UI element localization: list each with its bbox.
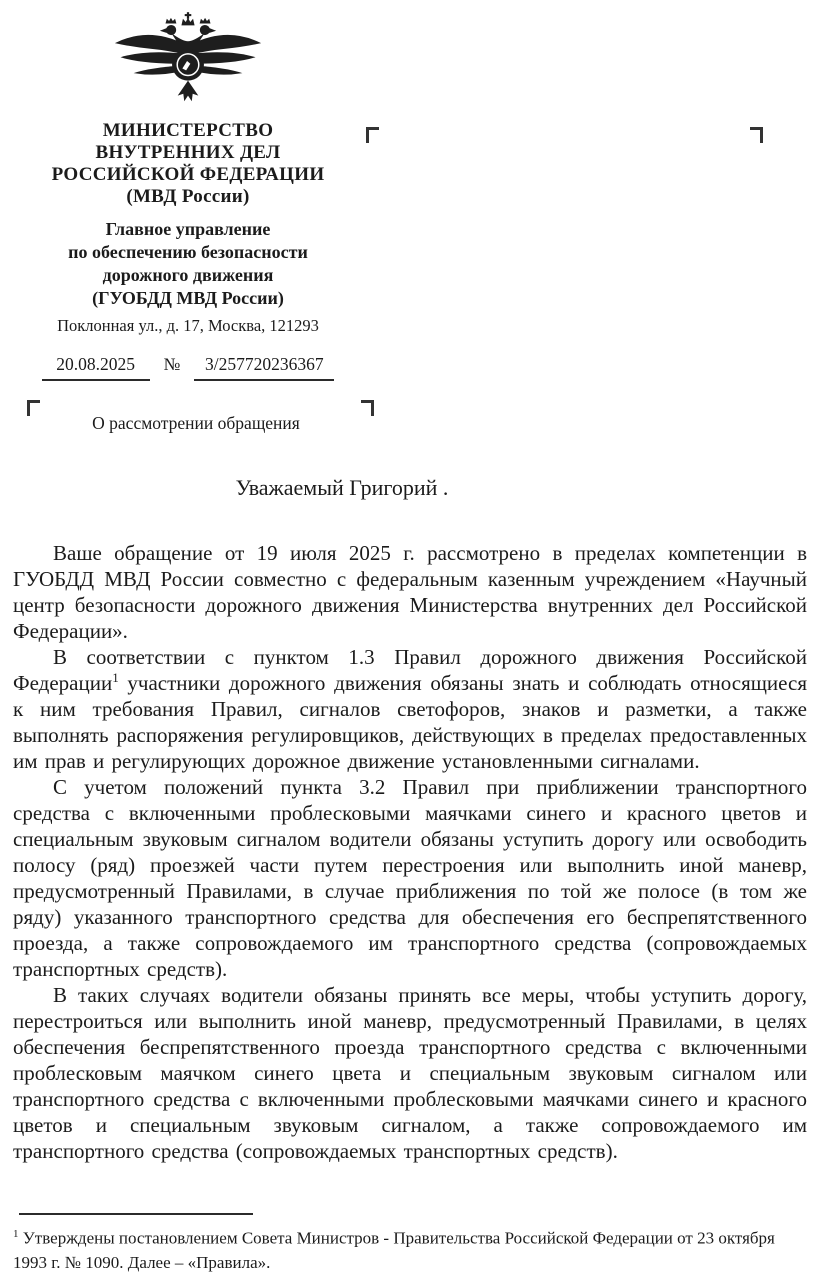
corner-mark-addressee-left-icon — [366, 127, 379, 143]
letterhead — [8, 12, 368, 381]
body-paragraph-3: С учетом положений пункта 3.2 Правил при приближении транспортного средства с включенными проблесковыми маячками синего и красного цветов и специальным звуковым сигналом водители обязаны уступить дорогу или освободить полосу (ряд) проезжей части путем перестроения или выполнить иной маневр, предусмотренный Правилами, в случае приближения по той же полосе (в том же ряду) указанного транспортного средства для обеспечения его беспрепятственного проезда, а также сопровождаемого им транспортного средства (сопровождаемых транспортных средств). — [13, 775, 807, 981]
footnote-marker: 1 — [13, 1228, 19, 1240]
paragraph-text: В соответствии с пунктом 1.3 Правил дорожного движения Российской Федерации — [13, 645, 807, 695]
division-name-line: (ГУОБДД МВД России) — [92, 288, 284, 308]
reference-line — [8, 354, 368, 381]
salutation: Уважаемый Григорий . — [235, 475, 449, 500]
letter-number: 3/257720236367 — [194, 354, 334, 381]
body-paragraph-4: В таких случаях водители обязаны принять все меры, чтобы уступить дорогу, перестроиться или выполнить иной маневр, предусмотренный Правилами, в целях обеспечения беспрепятственного проезда транспортного средства с включенными проблесковым маячком синего цвета и специальным звуковым сигналом или транспортного средства с включенными проблесковыми маячками синего и красного цветов и специальным звуковым сигналом, а также сопровождаемого им транспортного средства (сопровождаемых транспортных средств). — [13, 983, 807, 1163]
footnote — [13, 1222, 807, 1275]
paragraph-text: участники дорожного движения обязаны знать и соблюдать относящиеся к ним требования Правил, сигналов светофоров, знаков и разметки, а также выполнять распоряжения регулировщиков, действующих в пределах предоставленных им прав и регулирующих дорожное движение установленными сигналами. — [13, 671, 807, 773]
body-paragraph-1: Ваше обращение от 19 июля 2025 г. рассмотрено в пределах компетенции в ГУОБДД МВД России совместно с федеральным казенным учреждением «Научный центр безопасности дорожного движения Министерства внутренних дел Российской Федерации». — [13, 541, 807, 643]
body-text — [13, 540, 807, 1164]
corner-mark-addressee-right-icon — [750, 127, 763, 143]
footnote-reference: 1 — [112, 670, 119, 685]
org-name — [8, 120, 368, 208]
division-name-line: дорожного движения — [102, 265, 274, 285]
mvd-emblem-icon — [113, 12, 263, 108]
double-headed-eagle-icon — [113, 12, 263, 108]
division-name-line: по обеспечению безопасности — [68, 242, 308, 262]
footnote-separator — [19, 1213, 253, 1215]
letter-date: 20.08.2025 — [42, 354, 150, 381]
number-sign: № — [163, 354, 181, 374]
body-paragraph-2 — [13, 644, 807, 774]
org-name-line: (МВД России) — [126, 186, 250, 207]
subject-line: О рассмотрении обращения — [92, 413, 300, 433]
org-name-line: ВНУТРЕННИХ ДЕЛ — [95, 142, 281, 163]
org-name-line: РОССИЙСКОЙ ФЕДЕРАЦИИ — [51, 164, 325, 185]
footnote-text: Утверждены постановлением Совета Министров - Правительства Российской Федерации от 23 октября 1993 г. № 1090. Далее – «Правила». — [13, 1228, 775, 1272]
org-address: Поклонная ул., д. 17, Москва, 121293 — [57, 316, 319, 335]
org-name-line: МИНИСТЕРСТВО — [102, 120, 274, 141]
footnote-block — [13, 1213, 807, 1275]
division-name-line: Главное управление — [105, 219, 271, 239]
letter-body — [13, 474, 807, 1210]
division-name — [8, 218, 368, 310]
